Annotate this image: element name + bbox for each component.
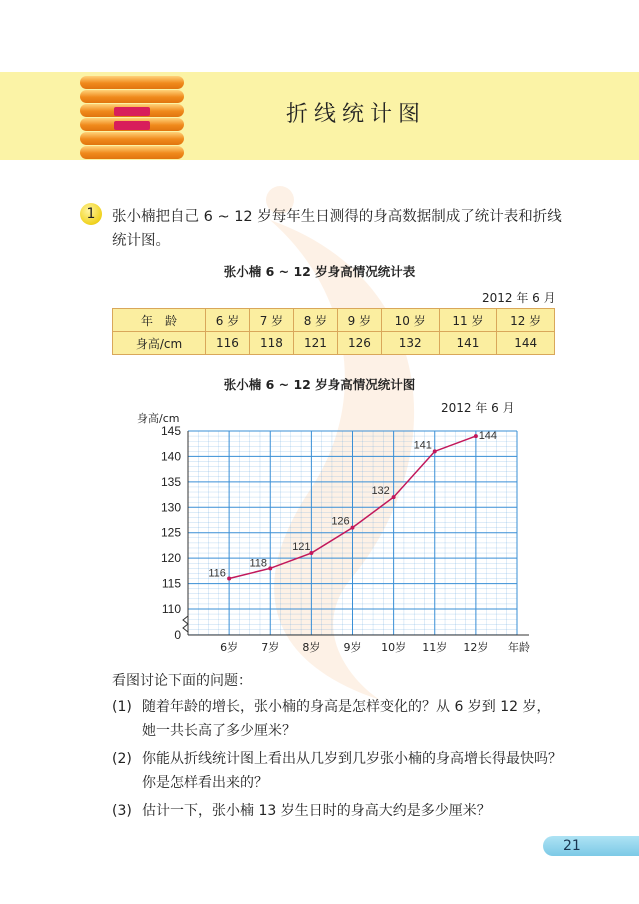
discussion-lead: 看图讨论下面的问题： [112,673,252,689]
data-label: 116 [208,567,226,580]
question-text: 你能从折线统计图上看出从几岁到几岁张小楠的身高增长得最快吗？你是怎样看出来的？ [142,751,562,791]
table-cell: 121 [293,332,337,355]
data-label: 126 [331,515,350,528]
y-tick-label: 110 [161,602,181,616]
table-cell: 6 岁 [206,309,250,332]
y-tick-label: 130 [160,500,181,515]
table-cell: 10 岁 [381,309,439,332]
data-point [268,566,272,570]
table-cell: 9 岁 [337,309,381,332]
data-label: 141 [413,439,432,452]
page-number: 21 [563,838,581,854]
lesson-title: 折线统计图 [286,102,427,127]
chart-title: 张小楠 6 ~ 12 岁身高情况统计图 [223,377,416,392]
question-number: (3) [112,803,132,819]
question-number: (2) [112,751,132,767]
axis-break-icon [183,616,188,632]
table-cell: 116 [206,332,250,355]
question-number: (1) [112,699,132,715]
y-tick-label: 115 [161,576,181,591]
data-point [351,526,355,530]
table-cell: 11 岁 [439,309,497,332]
x-tick-label: 8岁 [302,641,321,654]
data-point [392,495,396,499]
data-label: 132 [371,485,390,498]
y-tick-label: 145 [160,424,181,438]
table-cell: 118 [249,332,293,355]
x-tick-label: 11岁 [422,641,448,654]
page-number-tab [543,836,639,856]
table-header-age: 年 龄 [113,309,206,332]
data-label: 121 [292,541,311,554]
table-header-height: 身高/cm [113,332,206,355]
question-text: 随着年龄的增长，张小楠的身高是怎样变化的？从 6 岁到 12 岁，她一共长高了多少厘米？ [142,699,551,739]
table-cell: 132 [381,332,439,355]
table-cell: 144 [497,332,555,355]
x-axis-label: 年龄 [508,641,530,654]
table-cell: 126 [337,332,381,355]
y-axis-label: 身高/cm [137,412,180,425]
data-point [227,576,231,580]
y-tick-label: 140 [160,449,181,464]
y-tick-label: 135 [160,474,181,489]
x-tick-label: 12岁 [463,641,489,654]
y-tick-label: 120 [160,551,181,566]
table-date: 2012 年 6 月 [482,291,556,305]
x-tick-label: 6岁 [220,641,239,654]
table-cell: 12 岁 [497,309,555,332]
x-tick-label: 10岁 [381,641,407,654]
problem-intro: 张小楠把自己 6 ~ 12 岁每年生日测得的身高数据制成了统计表和折线统计图。 [112,209,562,249]
table-cell: 7 岁 [249,309,293,332]
chart-date: 2012 年 6 月 [441,401,515,415]
data-label: 118 [249,557,268,570]
problem-number-badge: 1 [80,203,102,225]
table-title: 张小楠 6 ~ 12 岁身高情况统计表 [223,264,416,279]
data-label: 144 [478,430,498,443]
y-tick-label: 0 [174,628,181,642]
table-cell: 141 [439,332,497,355]
x-tick-label: 7岁 [261,641,280,654]
y-tick-label: 125 [160,525,181,540]
table-cell: 8 岁 [293,309,337,332]
x-tick-label: 9岁 [343,641,362,654]
question-text: 估计一下，张小楠 13 岁生日时的身高大约是多少厘米？ [142,803,491,819]
data-point [474,434,478,438]
data-point [433,449,437,453]
